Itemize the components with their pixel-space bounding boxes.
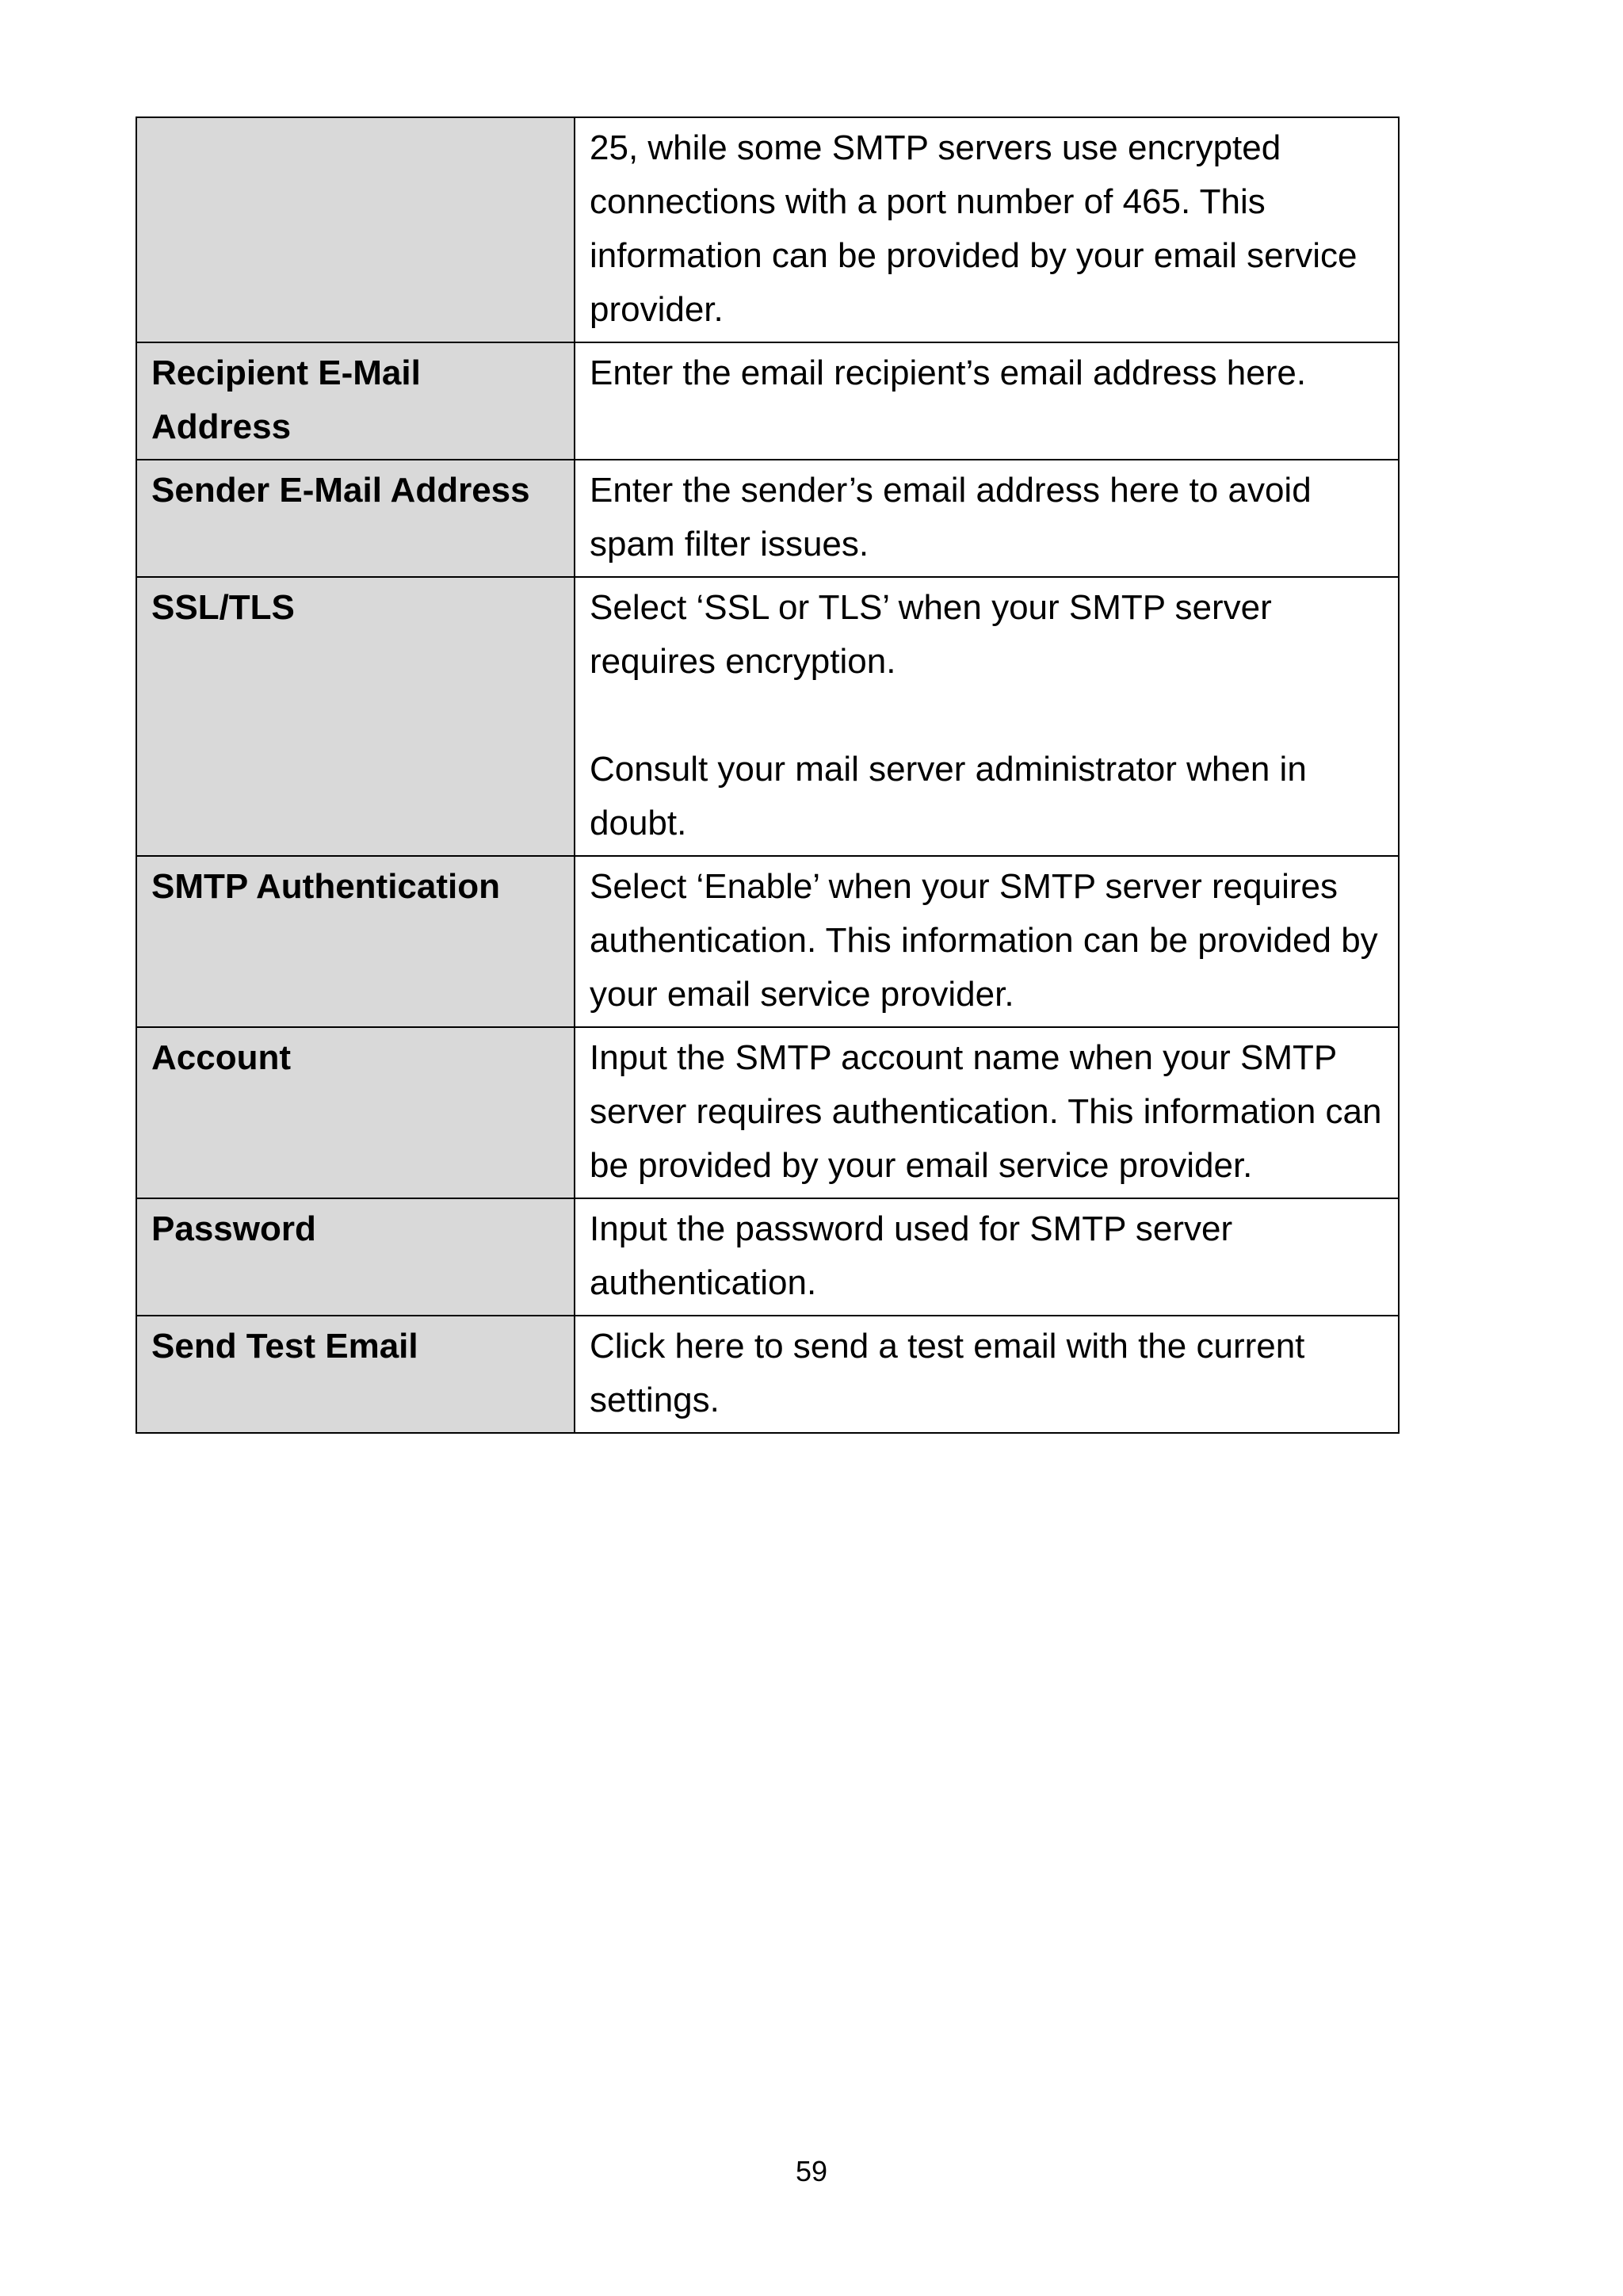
row-label: Sender E-Mail Address <box>136 460 575 577</box>
description-paragraph: Input the SMTP account name when your SMTP server requires authentication. This information can be provided by your email service provider. <box>590 1038 1382 1185</box>
settings-description-table <box>136 117 1400 1434</box>
table-row <box>136 342 1399 460</box>
table-row <box>136 856 1399 1027</box>
description-paragraph: Enter the sender’s email address here to avoid spam filter issues. <box>590 471 1312 563</box>
page-number: 59 <box>795 2155 828 2187</box>
description-paragraph: Consult your mail server administrator when in doubt. <box>590 750 1307 842</box>
row-description <box>575 856 1399 1027</box>
row-description <box>575 460 1399 577</box>
table-row <box>136 1198 1399 1316</box>
table-row <box>136 117 1399 342</box>
row-label: SMTP Authentication <box>136 856 575 1027</box>
row-description <box>575 117 1399 342</box>
row-label: SSL/TLS <box>136 577 575 856</box>
description-paragraph: Click here to send a test email with the current settings. <box>590 1327 1305 1419</box>
row-description <box>575 1316 1399 1433</box>
row-description <box>575 1198 1399 1316</box>
row-label: Password <box>136 1198 575 1316</box>
row-description <box>575 1027 1399 1198</box>
description-paragraph: Select ‘SSL or TLS’ when your SMTP server requires encryption. <box>590 588 1272 681</box>
row-description <box>575 577 1399 856</box>
row-label: Account <box>136 1027 575 1198</box>
table-row <box>136 460 1399 577</box>
row-label: Send Test Email <box>136 1316 575 1433</box>
description-paragraph: Enter the email recipient’s email address here. <box>590 353 1307 392</box>
table-row <box>136 577 1399 856</box>
row-label: Recipient E-Mail Address <box>136 342 575 460</box>
row-description <box>575 342 1399 460</box>
description-paragraph: Select ‘Enable’ when your SMTP server requires authentication. This information can be provided by your email service provider. <box>590 867 1378 1014</box>
table-row <box>136 1316 1399 1433</box>
description-paragraph: Input the password used for SMTP server authentication. <box>590 1209 1233 1302</box>
row-label <box>136 117 575 342</box>
table-row <box>136 1027 1399 1198</box>
description-paragraph: 25, while some SMTP servers use encrypted connections with a port number of 465. This information can be provided by your email service provider. <box>590 128 1358 329</box>
